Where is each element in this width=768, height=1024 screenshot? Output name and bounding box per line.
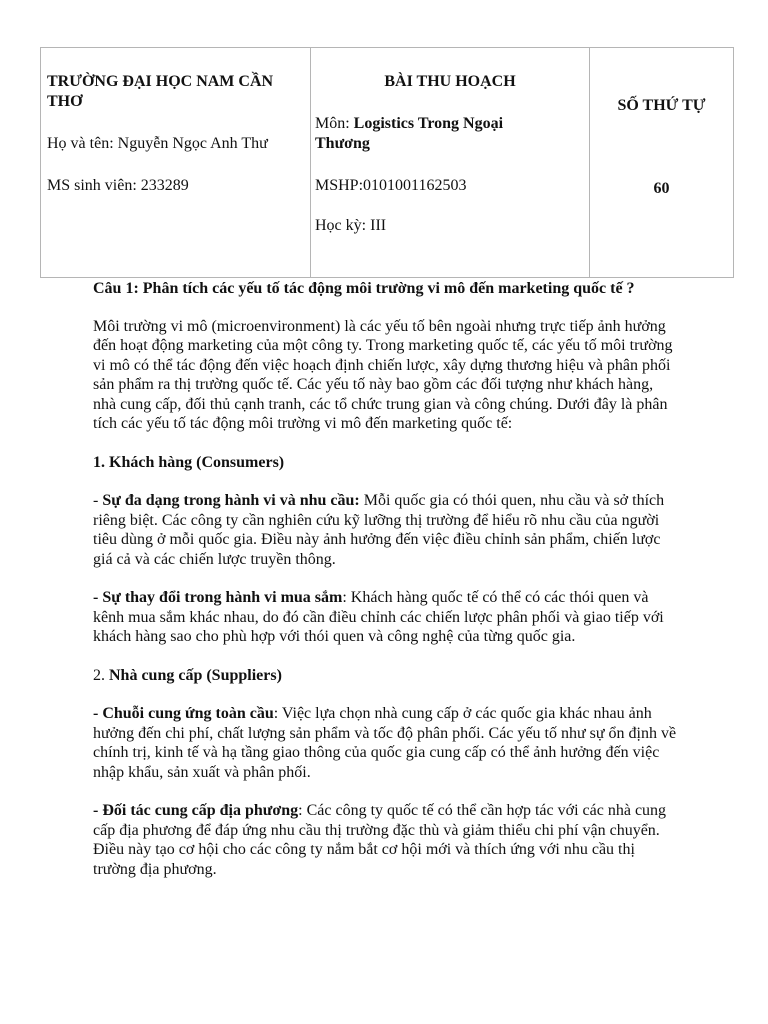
student-id-label: MS sinh viên: — [47, 177, 141, 194]
semester-value: III — [370, 217, 387, 234]
section-2-item-2 — [93, 801, 679, 879]
section-2-title: Nhà cung cấp (Suppliers) — [109, 666, 282, 684]
item-title: - Sự thay đổi trong hành vi mua sắm — [93, 589, 343, 606]
item-title: Sự đa dạng trong hành vi và nhu cầu: — [102, 492, 360, 509]
mshp-value: 0101001162503 — [363, 177, 467, 194]
semester-label: Học kỳ: — [315, 217, 371, 234]
section-1-item-1 — [93, 491, 679, 569]
question-heading: Câu 1: Phân tích các yếu tố tác động môi trường vi mô đến marketing quốc tế ? — [93, 280, 635, 297]
section-2-number: 2. — [93, 666, 109, 684]
semester-line — [315, 216, 585, 236]
student-id-value: 233289 — [140, 177, 189, 194]
student-info-cell — [41, 48, 311, 278]
student-id-line — [47, 176, 309, 196]
order-label: SỐ THỨ TỰ — [617, 97, 706, 114]
university-name: TRƯỜNG ĐẠI HỌC NAM CẦN THƠ — [47, 73, 274, 110]
item-prefix: - — [93, 492, 103, 509]
student-name-value: Nguyễn Ngọc Anh Thư — [117, 135, 268, 152]
section-2-item-1 — [93, 704, 679, 782]
subject-line — [315, 114, 543, 153]
report-title: BÀI THU HOẠCH — [384, 73, 516, 90]
mshp-line — [315, 176, 585, 196]
item-text: Mỗi quốc gia có thói quen, nhu cầu và sở thích riêng biệt. Các công ty cần nghiên cứu kỹ lưỡng thị trường để hiểu rõ nhu cầu của người tiêu dùng ở mỗi quốc gia. Điều này ảnh hưởng đến việc điều chỉnh sản phẩm, chiến lược giá cả và các chiến lược truyền thông. — [93, 492, 665, 568]
item-text: : Các công ty quốc tế có thể cần hợp tác với các nhà cung cấp địa phương để đáp ứng nhu cầu thị trường đặc thù và giảm thiểu chi phí vận chuyển. Điều này tạo cơ hội cho các công ty nắm bắt cơ hội mới và thích ứng với nhu cầu thị trường địa phương. — [93, 802, 667, 878]
order-number-cell — [590, 48, 734, 278]
mshp-label: MSHP: — [315, 177, 364, 194]
intro-paragraph: Môi trường vi mô (microenvironment) là các yếu tố bên ngoài nhưng trực tiếp ảnh hưởng đến hoạt động marketing của một công ty. Trong marketing quốc tế, các yếu tố môi trường vi mô có thể tác động đến việc hoạch định chiến lược, xây dựng thương hiệu và phân phối sản phẩm ra thị trường quốc tế. Các yếu tố này bao gồm các đối tượng như khách hàng, nhà cung cấp, đối thủ cạnh tranh, các tổ chức trung gian và công chúng. Dưới đây là phân tích các yếu tố tác động môi trường vi mô đến marketing quốc tế: — [93, 317, 673, 432]
item-text: : Việc lựa chọn nhà cung cấp ở các quốc gia khác nhau ảnh hưởng đến chi phí, chất lượng sản phẩm và tốc độ phân phối. Các yếu tố như sự ổn định về chính trị, kinh tế và hạ tầng giao thông của quốc gia cung cấp có thể ảnh hưởng đến việc nhập khẩu, sản xuất và phân phối. — [93, 705, 677, 781]
student-name-line — [47, 134, 309, 154]
item-title: - Chuỗi cung ứng toàn cầu — [93, 705, 274, 722]
item-title: - Đối tác cung cấp địa phương — [93, 802, 299, 819]
student-name-label: Họ và tên: — [47, 135, 118, 152]
document-body — [93, 279, 679, 898]
section-1-heading: 1. Khách hàng (Consumers) — [93, 453, 285, 471]
subject-label: Môn: — [315, 115, 354, 132]
header-table — [40, 47, 734, 278]
order-value: 60 — [653, 180, 670, 197]
course-info-cell — [311, 48, 590, 278]
item-text: : Khách hàng quốc tế có thể có các thói quen và kênh mua sắm khác nhau, do đó cần điều chỉnh các chiến lược phân phối và giao tiếp với khách hàng sao cho phù hợp với thói quen và công nghệ của từng quốc gia. — [93, 589, 664, 645]
subject-value: Logistics Trong Ngoại Thương — [315, 115, 504, 152]
section-2-heading — [93, 666, 679, 686]
section-1-item-2 — [93, 588, 679, 647]
